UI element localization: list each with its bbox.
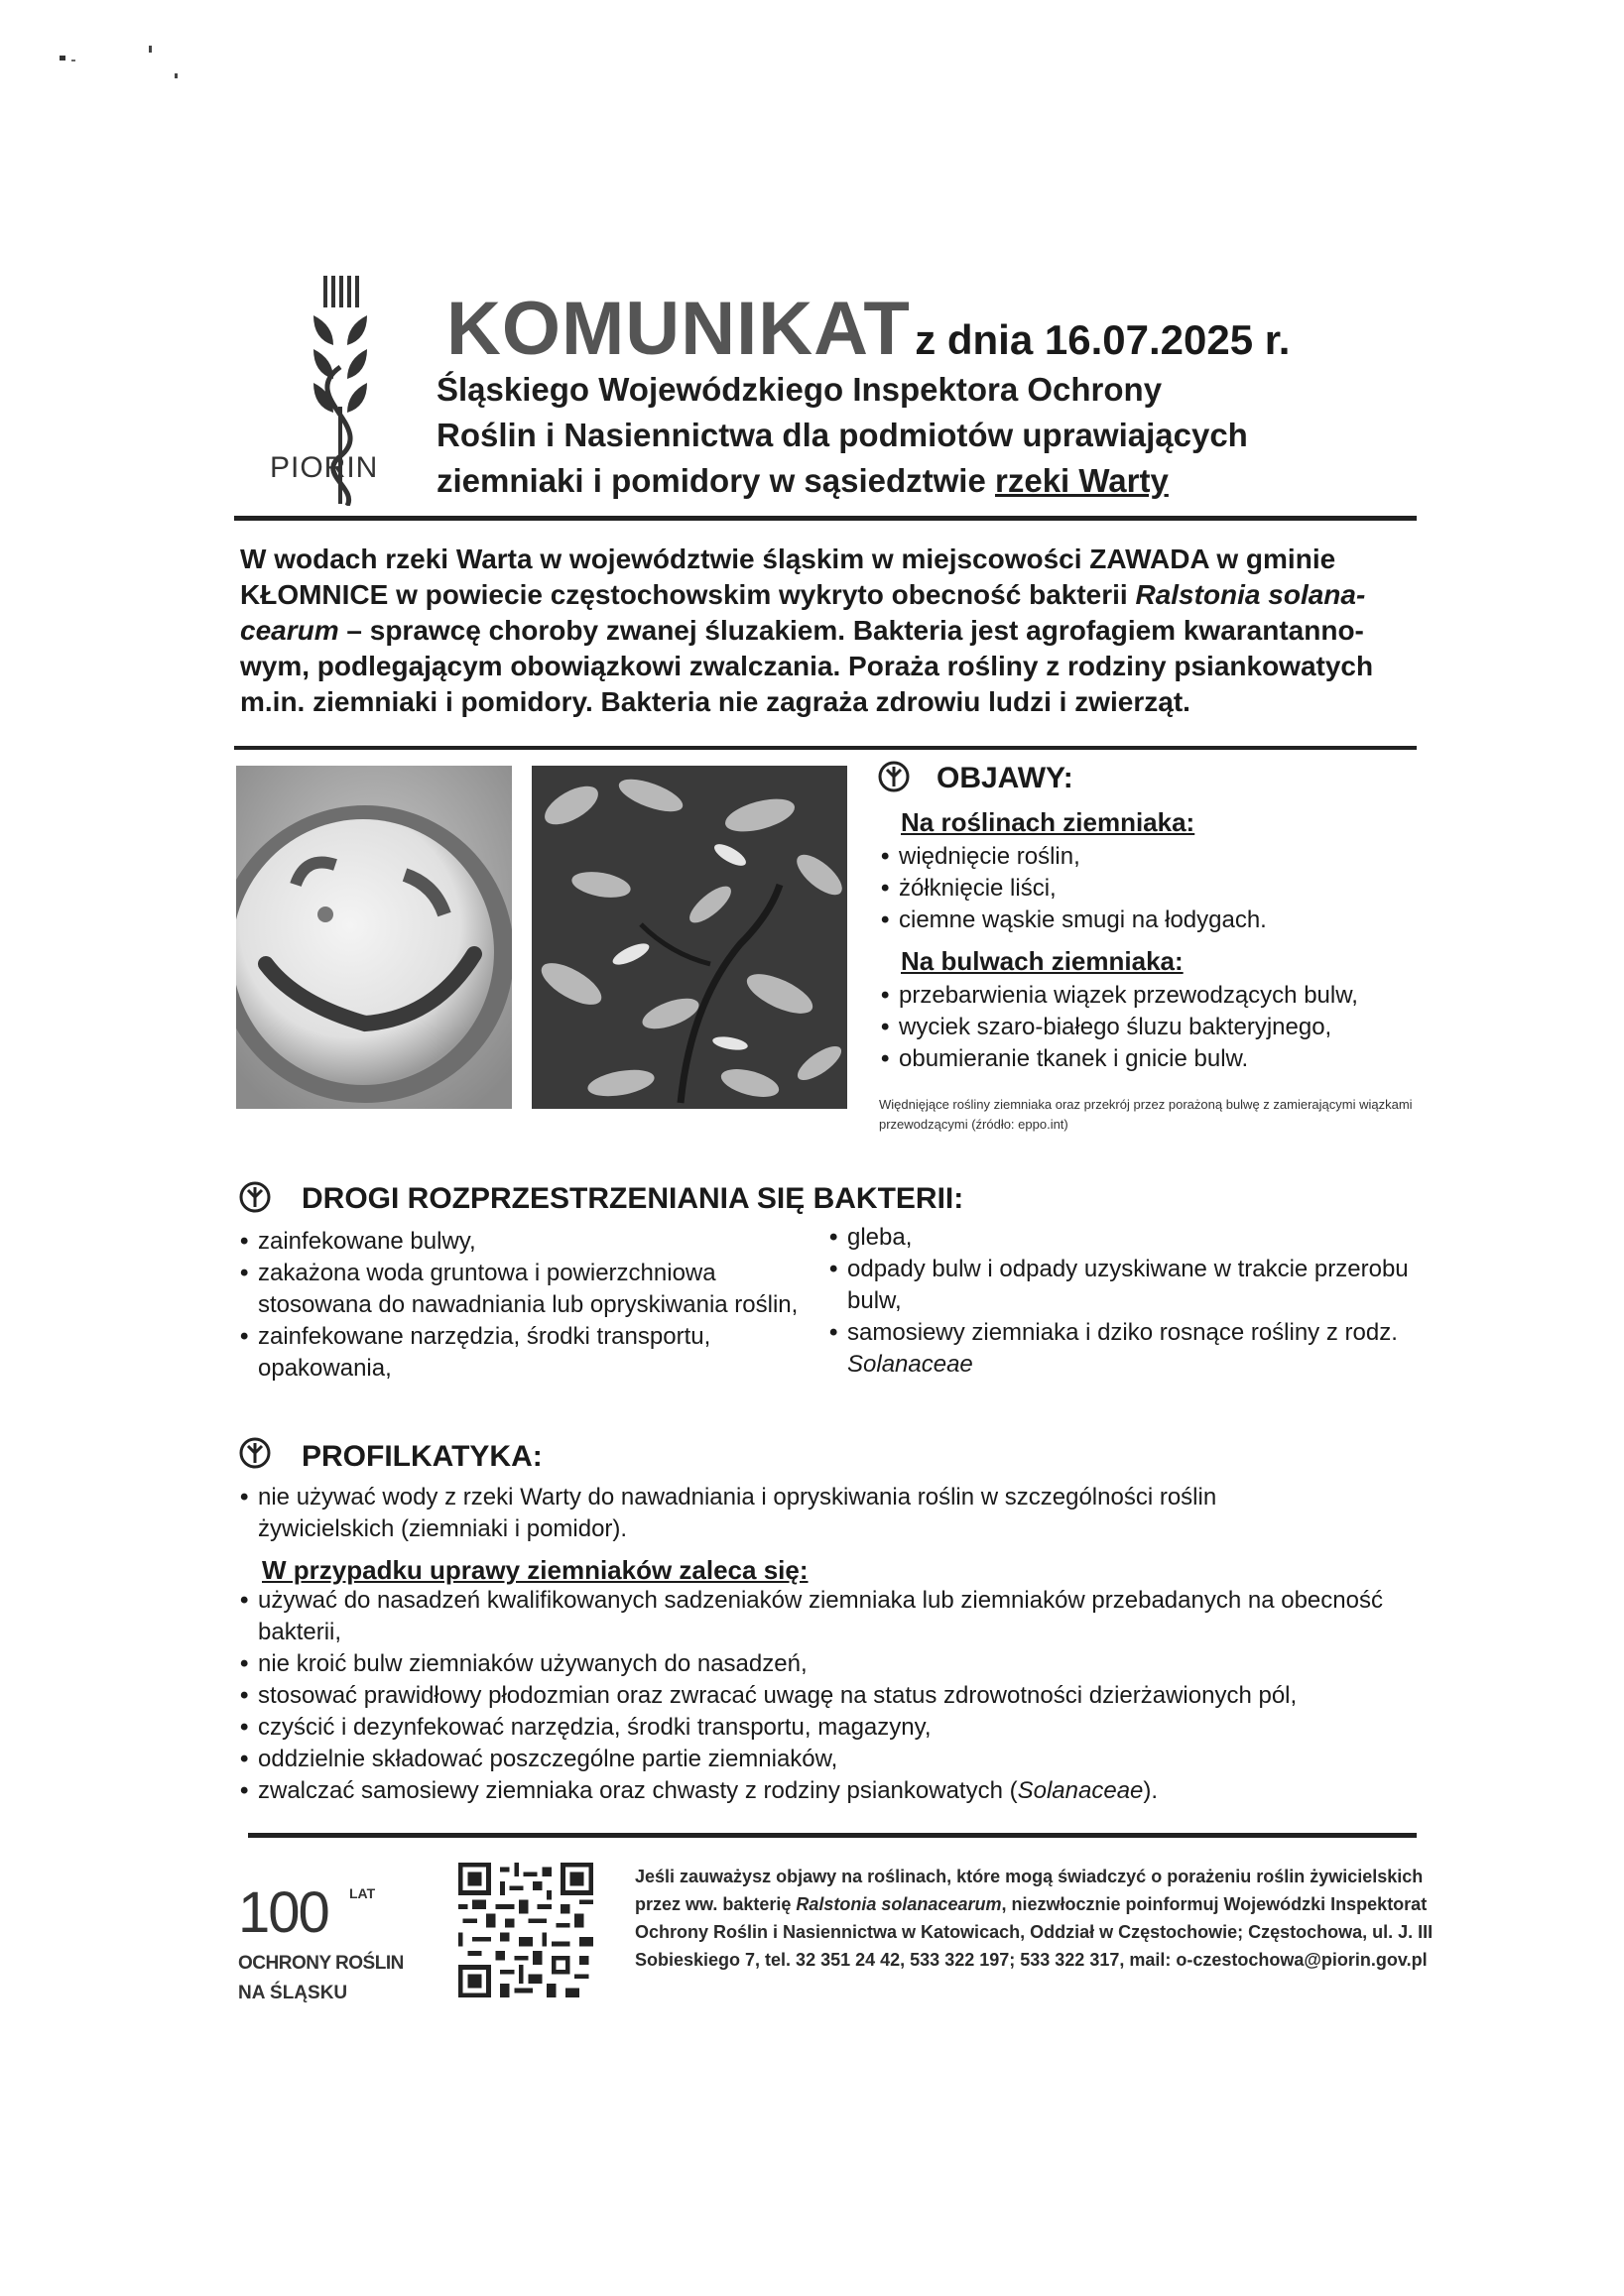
intro-text-1: W wodach rzeki Warta w województwie śląskim w miejscowości ZAWADA w gminie KŁOMNICE w powiecie częstochowskim wykryto obecność bakterii (240, 544, 1336, 610)
list-item: • zainfekowane narzędzia, środki transportu, opakowania, (238, 1321, 804, 1385)
intro-text-2: – sprawcę choroby zwanej śluzakiem. Bakteria jest agrofagiem kwarantanno-wym, podlegającym obowiązkowi zwalczania. Poraża rośliny z rodziny psiankowatych m.in. ziemniaki i pomidory. Bakteria nie zagraża zdrowiu ludzi i zwierząt. (240, 615, 1374, 717)
list-item: • gleba, (827, 1222, 1413, 1254)
photo-caption: Więdnięjące rośliny ziemniaka oraz przekrój przez porażoną bulwę z zamierającymi wiązkami przewodzącymi (źródło: eppo.int) (879, 1097, 1413, 1132)
list-item: • używać do nasadzeń kwalifikowanych sadzeniaków ziemniaka lub ziemniaków przebadanych na obecność bakterii, (238, 1585, 1399, 1648)
list-item-text: zwalczać samosiewy ziemniaka oraz chwasty z rodziny psiankowatych ( (258, 1777, 1018, 1804)
list-item: • więdnięcie roślin, (879, 841, 1435, 873)
piorin-logo-text: PIORIN (270, 451, 379, 484)
drogi-right-list (827, 1222, 1413, 1381)
list-item: • stosować prawidłowy płodozmian oraz zwracać uwagę na status zdrowotności dzierżawionych pól, (238, 1680, 1468, 1712)
wilting-potato-plants-photo (532, 766, 847, 1109)
contact-bacteria-name: Ralstonia solanacearum (796, 1894, 1002, 1914)
list-item-tail: ). (1143, 1777, 1159, 1804)
divider-intro (234, 746, 1417, 750)
objawy-heading: OBJAWY: (937, 762, 1073, 794)
intro-paragraph (240, 542, 1431, 720)
list-item: • przebarwienia wiązek przewodzących bulw, (879, 980, 1454, 1012)
potato-recommendations-heading: W przypadku uprawy ziemniaków zaleca się: (262, 1555, 809, 1585)
tubers-symptoms-heading: Na bulwach ziemniaka: (901, 946, 1184, 976)
anniversary-number: 100 (238, 1880, 328, 1945)
subtitle-line-1: Śląskiego Wojewódzkiego Inspektora Ochrony (437, 371, 1163, 408)
scan-artifact (58, 44, 187, 83)
subtitle-line-3-text: ziemniaki i pomidory w sąsiedztwie (437, 462, 995, 499)
anniversary-line-1: OCHRONY ROŚLIN (238, 1953, 404, 1974)
title-line (446, 286, 1290, 372)
list-item: • obumieranie tkanek i gnicie bulw. (879, 1043, 1454, 1075)
tuber-cross-section-photo (236, 766, 512, 1109)
solanaceae-term: Solanaceae (1017, 1777, 1144, 1804)
list-item: • odpady bulw i odpady uzyskiwane w trakcie przerobu bulw, (827, 1254, 1413, 1317)
list-item: • oddzielnie składować poszczególne partie ziemniaków, (238, 1744, 1468, 1775)
subtitle-river: rzeki Warty (995, 462, 1169, 499)
list-item: • nie używać wody z rzeki Warty do nawadniania i opryskiwania roślin w szczególności roślin żywicielskich (ziemniaki i pomidor). (238, 1482, 1310, 1545)
anniversary-logo (238, 1879, 407, 2008)
list-item: • czyścić i dezynfekować narzędzia, środki transportu, magazyny, (238, 1712, 1468, 1744)
drogi-left-list (238, 1226, 804, 1385)
contact-text-2: , niezwłocznie poinformuj Wojewódzki Inspektorat Ochrony Roślin i Nasiennictwa w Katowicach, Oddział w Częstochowie; Częstochowa, ul. J. III Sobieskiego 7, tel. 32 351 24 42, 533 322 197; 533 322 317, mail: o-czestochowa@piorin.gov.pl (635, 1894, 1434, 1970)
divider-footer (248, 1833, 1417, 1838)
subtitle (437, 367, 1429, 504)
contact-text-1: Jeśli zauważysz objawy na roślinach, które mogą świadczyć o porażeniu roślin żywicielskich przez ww. bakterię (635, 1867, 1424, 1914)
subtitle-line-2: Roślin i Nasiennictwa dla podmiotów uprawiających (437, 417, 1248, 453)
anniversary-lat: LAT (349, 1885, 376, 1901)
anniversary-line-2: NA ŚLĄSKU (238, 1983, 348, 2003)
potato-recommendations-list (238, 1585, 1468, 1807)
plants-symptoms-list (879, 841, 1435, 936)
list-item (238, 1775, 1468, 1807)
plants-symptoms-heading: Na roślinach ziemniaka: (901, 807, 1195, 837)
list-item: • żółknięcie liści, (879, 873, 1435, 905)
title-main: KOMUNIKAT (446, 287, 911, 371)
drogi-heading: DROGI ROZPRZESTRZENIANIA SIĘ BAKTERII: (302, 1182, 964, 1215)
tubers-symptoms-list (879, 980, 1454, 1075)
list-item: • nie kroić bulw ziemniaków używanych do nasadzeń, (238, 1648, 1468, 1680)
contact-paragraph (635, 1863, 1448, 1974)
list-item-text: samosiewy ziemniaka i dziko rosnące rośliny z rodz. (847, 1319, 1398, 1346)
profilaktyka-heading: PROFILKATYKA: (302, 1440, 543, 1473)
subtitle-line-3 (437, 458, 1429, 504)
intro-bacteria-name: Ralstonia solana-cearum (240, 579, 1366, 646)
list-item: • ciemne wąskie smugi na łodygach. (879, 905, 1435, 936)
solanaceae-term: Solanaceae (847, 1351, 973, 1378)
list-item: • zakażona woda gruntowa i powierzchniowa stosowana do nawadniania lub opryskiwania roślin, (238, 1258, 804, 1321)
divider-top (234, 516, 1417, 521)
section-icon (877, 760, 911, 793)
section-icon (238, 1436, 272, 1470)
list-item: • wyciek szaro-białego śluzu bakteryjnego, (879, 1012, 1454, 1043)
profilaktyka-list (238, 1482, 1310, 1545)
list-item: • zainfekowane bulwy, (238, 1226, 804, 1258)
section-icon (238, 1180, 272, 1214)
list-item (827, 1317, 1413, 1381)
title-date: z dnia 16.07.2025 r. (915, 316, 1291, 363)
qr-code (458, 1863, 593, 1997)
